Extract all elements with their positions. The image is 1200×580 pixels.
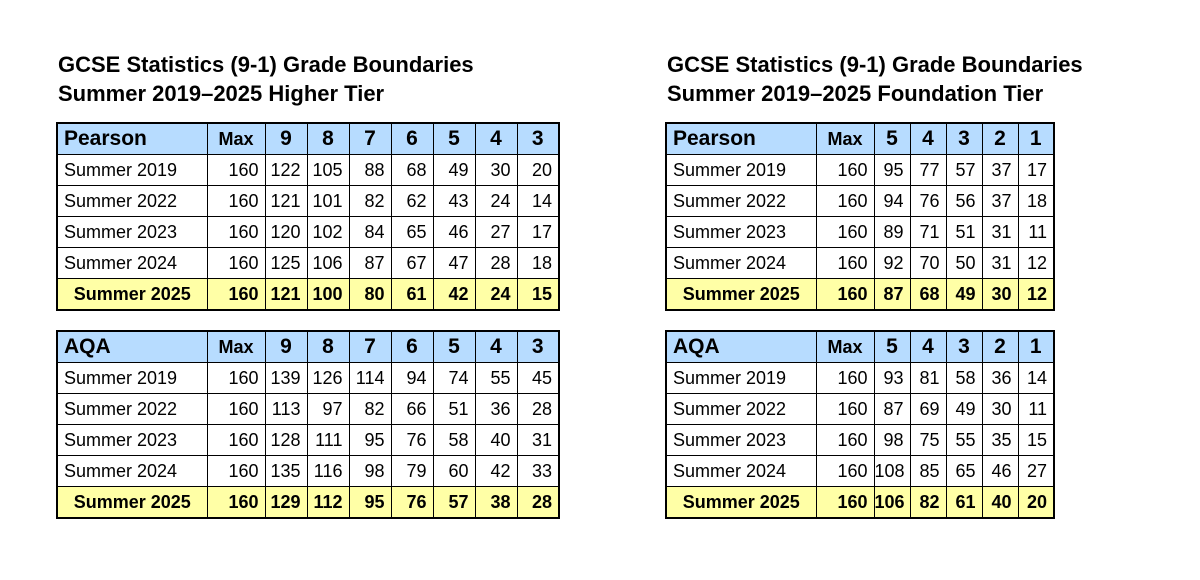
grade-boundary: 122 <box>265 155 307 186</box>
grade-boundary: 42 <box>475 456 517 487</box>
series-label: Summer 2023 <box>57 425 207 456</box>
grade-boundary: 121 <box>265 186 307 217</box>
table-row <box>666 363 1054 394</box>
grade-boundary: 36 <box>982 363 1018 394</box>
grade-boundary: 65 <box>391 217 433 248</box>
grade-boundary: 20 <box>1018 487 1054 519</box>
grade-boundary: 75 <box>910 425 946 456</box>
grade-boundary: 58 <box>946 363 982 394</box>
grade-boundary: 85 <box>910 456 946 487</box>
grade-boundary: 95 <box>349 425 391 456</box>
grade-boundary: 70 <box>910 248 946 279</box>
grade-boundary: 66 <box>391 394 433 425</box>
series-label: Summer 2023 <box>666 425 816 456</box>
grade-boundary: 100 <box>307 279 349 311</box>
table-row <box>666 394 1054 425</box>
exam-board-name: Pearson <box>666 123 816 155</box>
grade-header: 1 <box>1018 123 1054 155</box>
max-header: Max <box>207 123 265 155</box>
series-label: Summer 2019 <box>57 363 207 394</box>
grade-boundary: 17 <box>1018 155 1054 186</box>
grade-boundary: 57 <box>433 487 475 519</box>
grade-boundary: 55 <box>475 363 517 394</box>
foundation-title-line2: Summer 2019–2025 Foundation Tier <box>667 81 1044 106</box>
grade-boundary: 80 <box>349 279 391 311</box>
series-label: Summer 2023 <box>666 217 816 248</box>
grade-boundary: 97 <box>307 394 349 425</box>
grade-boundary: 94 <box>874 186 910 217</box>
grade-boundary: 106 <box>307 248 349 279</box>
grade-boundary: 15 <box>1018 425 1054 456</box>
grade-header: 4 <box>910 123 946 155</box>
grade-boundary: 95 <box>874 155 910 186</box>
series-label: Summer 2025 <box>666 279 816 311</box>
table-row <box>666 425 1054 456</box>
max-mark: 160 <box>207 248 265 279</box>
grade-boundary: 92 <box>874 248 910 279</box>
table-row <box>57 186 559 217</box>
higher-tier-title <box>58 50 474 108</box>
grade-boundary: 27 <box>1018 456 1054 487</box>
grade-boundary: 40 <box>982 487 1018 519</box>
grade-boundary: 12 <box>1018 279 1054 311</box>
series-label: Summer 2024 <box>57 248 207 279</box>
table-row <box>666 155 1054 186</box>
grade-boundary: 27 <box>475 217 517 248</box>
header-row <box>57 123 559 155</box>
max-mark: 160 <box>816 279 874 311</box>
max-mark: 160 <box>207 155 265 186</box>
grade-boundary: 116 <box>307 456 349 487</box>
grade-header: 3 <box>946 123 982 155</box>
max-header: Max <box>816 331 874 363</box>
grade-header: 3 <box>517 331 559 363</box>
grade-boundary: 50 <box>946 248 982 279</box>
series-label: Summer 2022 <box>57 394 207 425</box>
grade-boundary: 71 <box>910 217 946 248</box>
grade-boundary: 135 <box>265 456 307 487</box>
exam-board-name: AQA <box>57 331 207 363</box>
grade-boundary: 126 <box>307 363 349 394</box>
grade-boundary: 37 <box>982 186 1018 217</box>
grade-boundary: 14 <box>1018 363 1054 394</box>
grade-boundary: 82 <box>349 394 391 425</box>
exam-board-name: AQA <box>666 331 816 363</box>
grade-boundary: 98 <box>349 456 391 487</box>
grade-boundary: 81 <box>910 363 946 394</box>
higher-pearson-table <box>56 122 560 311</box>
table-row <box>57 248 559 279</box>
table-row <box>666 279 1054 311</box>
grade-boundary: 18 <box>1018 186 1054 217</box>
table-row <box>57 425 559 456</box>
grade-boundary: 77 <box>910 155 946 186</box>
grade-boundary: 14 <box>517 186 559 217</box>
grade-boundary: 45 <box>517 363 559 394</box>
header-row <box>666 331 1054 363</box>
grade-boundary: 113 <box>265 394 307 425</box>
series-label: Summer 2022 <box>666 394 816 425</box>
table-row <box>666 217 1054 248</box>
grade-header: 3 <box>517 123 559 155</box>
grade-boundary: 58 <box>433 425 475 456</box>
table-row <box>666 248 1054 279</box>
grade-boundary: 11 <box>1018 217 1054 248</box>
grade-header: 6 <box>391 123 433 155</box>
grade-boundary: 47 <box>433 248 475 279</box>
grade-boundary: 60 <box>433 456 475 487</box>
grade-boundary: 31 <box>982 248 1018 279</box>
grade-boundary: 111 <box>307 425 349 456</box>
grade-boundary: 76 <box>910 186 946 217</box>
grade-boundary: 102 <box>307 217 349 248</box>
grade-header: 2 <box>982 331 1018 363</box>
grade-header: 8 <box>307 123 349 155</box>
grade-boundary: 112 <box>307 487 349 519</box>
grade-boundary: 28 <box>517 487 559 519</box>
grade-header: 9 <box>265 123 307 155</box>
grade-boundary: 24 <box>475 279 517 311</box>
grade-header: 2 <box>982 123 1018 155</box>
max-mark: 160 <box>816 217 874 248</box>
grade-boundary: 87 <box>874 279 910 311</box>
grade-boundary: 67 <box>391 248 433 279</box>
table-row <box>57 487 559 519</box>
grade-boundary: 69 <box>910 394 946 425</box>
series-label: Summer 2022 <box>57 186 207 217</box>
grade-boundary: 108 <box>874 456 910 487</box>
higher-aqa-table <box>56 330 560 519</box>
max-mark: 160 <box>207 363 265 394</box>
grade-boundary: 121 <box>265 279 307 311</box>
table-row <box>57 155 559 186</box>
grade-boundary: 105 <box>307 155 349 186</box>
grade-boundary: 33 <box>517 456 559 487</box>
grade-boundary: 38 <box>475 487 517 519</box>
grade-boundary: 30 <box>982 279 1018 311</box>
grade-boundary: 82 <box>910 487 946 519</box>
grade-boundary: 49 <box>946 394 982 425</box>
series-label: Summer 2022 <box>666 186 816 217</box>
grade-boundary: 17 <box>517 217 559 248</box>
grade-boundary: 76 <box>391 487 433 519</box>
foundation-title-line1: GCSE Statistics (9-1) Grade Boundaries <box>667 52 1083 77</box>
series-label: Summer 2025 <box>57 279 207 311</box>
series-label: Summer 2024 <box>666 248 816 279</box>
table-row <box>57 456 559 487</box>
grade-boundary: 46 <box>982 456 1018 487</box>
grade-boundary: 62 <box>391 186 433 217</box>
grade-boundary: 18 <box>517 248 559 279</box>
grade-boundary: 95 <box>349 487 391 519</box>
exam-board-name: Pearson <box>57 123 207 155</box>
grade-boundary: 89 <box>874 217 910 248</box>
max-mark: 160 <box>816 248 874 279</box>
max-mark: 160 <box>816 186 874 217</box>
max-mark: 160 <box>816 394 874 425</box>
grade-header: 7 <box>349 331 391 363</box>
grade-boundary: 61 <box>946 487 982 519</box>
grade-boundary: 84 <box>349 217 391 248</box>
grade-boundary: 12 <box>1018 248 1054 279</box>
grade-boundary: 79 <box>391 456 433 487</box>
grade-boundary: 31 <box>982 217 1018 248</box>
grade-header: 1 <box>1018 331 1054 363</box>
max-mark: 160 <box>816 425 874 456</box>
grade-boundary: 37 <box>982 155 1018 186</box>
grade-boundary: 46 <box>433 217 475 248</box>
max-mark: 160 <box>816 487 874 519</box>
table-row <box>57 279 559 311</box>
grade-header: 5 <box>433 331 475 363</box>
grade-boundary: 51 <box>946 217 982 248</box>
table-row <box>57 394 559 425</box>
max-mark: 160 <box>207 186 265 217</box>
max-mark: 160 <box>207 279 265 311</box>
grade-boundary: 129 <box>265 487 307 519</box>
grade-header: 7 <box>349 123 391 155</box>
table-row <box>666 456 1054 487</box>
grade-boundary: 106 <box>874 487 910 519</box>
grade-header: 9 <box>265 331 307 363</box>
table-row <box>666 186 1054 217</box>
grade-boundary: 35 <box>982 425 1018 456</box>
grade-boundary: 57 <box>946 155 982 186</box>
grade-boundary: 55 <box>946 425 982 456</box>
grade-header: 6 <box>391 331 433 363</box>
higher-title-line1: GCSE Statistics (9-1) Grade Boundaries <box>58 52 474 77</box>
max-mark: 160 <box>816 456 874 487</box>
grade-boundary: 49 <box>946 279 982 311</box>
grade-boundary: 42 <box>433 279 475 311</box>
grade-boundary: 49 <box>433 155 475 186</box>
header-row <box>666 123 1054 155</box>
grade-header: 5 <box>874 331 910 363</box>
grade-header: 4 <box>910 331 946 363</box>
grade-boundary: 65 <box>946 456 982 487</box>
grade-boundary: 68 <box>910 279 946 311</box>
grade-header: 4 <box>475 123 517 155</box>
max-header: Max <box>207 331 265 363</box>
max-mark: 160 <box>207 456 265 487</box>
series-label: Summer 2024 <box>666 456 816 487</box>
grade-boundary: 15 <box>517 279 559 311</box>
max-mark: 160 <box>207 394 265 425</box>
max-mark: 160 <box>816 155 874 186</box>
foundation-pearson-table <box>665 122 1055 311</box>
grade-boundary: 128 <box>265 425 307 456</box>
series-label: Summer 2024 <box>57 456 207 487</box>
grade-boundary: 88 <box>349 155 391 186</box>
series-label: Summer 2019 <box>666 363 816 394</box>
max-header: Max <box>816 123 874 155</box>
grade-boundary: 30 <box>982 394 1018 425</box>
grade-header: 5 <box>433 123 475 155</box>
grade-header: 5 <box>874 123 910 155</box>
grade-header: 4 <box>475 331 517 363</box>
grade-boundary: 40 <box>475 425 517 456</box>
series-label: Summer 2019 <box>57 155 207 186</box>
header-row <box>57 331 559 363</box>
grade-boundary: 20 <box>517 155 559 186</box>
grade-boundary: 120 <box>265 217 307 248</box>
grade-boundary: 93 <box>874 363 910 394</box>
grade-boundary: 28 <box>517 394 559 425</box>
series-label: Summer 2019 <box>666 155 816 186</box>
table-row <box>57 217 559 248</box>
table-row <box>666 487 1054 519</box>
higher-title-line2: Summer 2019–2025 Higher Tier <box>58 81 385 106</box>
foundation-aqa-table <box>665 330 1055 519</box>
foundation-tier-title <box>667 50 1083 108</box>
grade-boundary: 101 <box>307 186 349 217</box>
series-label: Summer 2025 <box>666 487 816 519</box>
series-label: Summer 2025 <box>57 487 207 519</box>
table-row <box>57 363 559 394</box>
grade-boundary: 31 <box>517 425 559 456</box>
grade-boundary: 87 <box>874 394 910 425</box>
grade-boundary: 30 <box>475 155 517 186</box>
grade-boundary: 28 <box>475 248 517 279</box>
grade-boundary: 98 <box>874 425 910 456</box>
grade-boundary: 43 <box>433 186 475 217</box>
grade-boundary: 36 <box>475 394 517 425</box>
grade-boundary: 76 <box>391 425 433 456</box>
grade-boundary: 61 <box>391 279 433 311</box>
grade-boundary: 94 <box>391 363 433 394</box>
max-mark: 160 <box>207 217 265 248</box>
grade-boundary: 74 <box>433 363 475 394</box>
max-mark: 160 <box>207 487 265 519</box>
grade-boundary: 139 <box>265 363 307 394</box>
max-mark: 160 <box>207 425 265 456</box>
grade-boundary: 51 <box>433 394 475 425</box>
grade-boundary: 82 <box>349 186 391 217</box>
max-mark: 160 <box>816 363 874 394</box>
grade-boundary: 56 <box>946 186 982 217</box>
grade-boundary: 68 <box>391 155 433 186</box>
grade-header: 3 <box>946 331 982 363</box>
grade-boundary: 24 <box>475 186 517 217</box>
grade-header: 8 <box>307 331 349 363</box>
series-label: Summer 2023 <box>57 217 207 248</box>
grade-boundary: 125 <box>265 248 307 279</box>
grade-boundary: 114 <box>349 363 391 394</box>
grade-boundary: 11 <box>1018 394 1054 425</box>
grade-boundary: 87 <box>349 248 391 279</box>
